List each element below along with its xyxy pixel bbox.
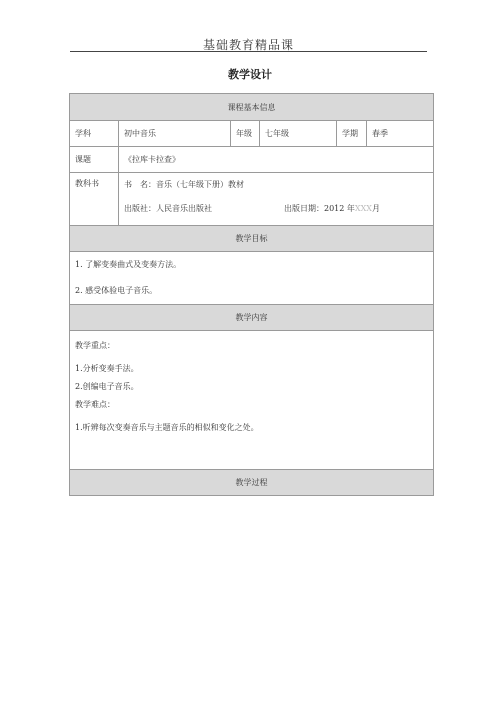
- lesson-design-table: [69, 93, 434, 496]
- material-label: 教科书: [70, 173, 119, 226]
- term-label: 学期: [337, 121, 367, 147]
- header-rule: [70, 51, 427, 52]
- page-title: 教学设计: [228, 68, 272, 81]
- publish-date-prefix: 出版日期：2012 年: [284, 204, 355, 213]
- publisher-line: 出版社：人民音乐出版社: [124, 204, 212, 213]
- topic-label: 课题: [70, 147, 119, 173]
- publish-date-suffix: 月: [372, 204, 380, 213]
- objective-item: 1. 了解变奏曲式及变奏方法。: [75, 260, 182, 269]
- section-header-objectives: 教学目标: [70, 226, 434, 252]
- publish-date-placeholder: XXX: [354, 204, 372, 213]
- section-header-process: 教学过程: [70, 470, 434, 496]
- section-header-basic-info: 课程基本信息: [70, 94, 434, 121]
- publish-date: [284, 202, 380, 216]
- material-details: [119, 173, 434, 226]
- objectives-list: [70, 252, 434, 305]
- key-point-item: 2.创编电子音乐。: [75, 382, 139, 391]
- section-header-content: 教学内容: [70, 305, 434, 331]
- book-name-line: 书 名：音乐（七年级下册）教材: [124, 180, 244, 189]
- publisher-row: [124, 202, 428, 216]
- grade-label: 年级: [231, 121, 260, 147]
- difficult-points-label: 教学难点：: [75, 400, 115, 409]
- subject-label: 学科: [70, 121, 119, 147]
- header-title: 基础教育精品课: [202, 38, 294, 52]
- objective-item: 2. 感受体验电子音乐。: [75, 286, 158, 295]
- content-body: [70, 331, 434, 470]
- topic-value: 《拉库卡拉查》: [119, 147, 434, 173]
- difficult-point-item: 1.听辨每次变奏音乐与主题音乐的相似和变化之处。: [75, 423, 259, 432]
- subject-value: 初中音乐: [119, 121, 231, 147]
- term-value: 春季: [367, 121, 434, 147]
- key-point-item: 1.分析变奏手法。: [75, 364, 139, 373]
- key-points-label: 教学重点：: [75, 341, 115, 350]
- grade-value: 七年级: [260, 121, 337, 147]
